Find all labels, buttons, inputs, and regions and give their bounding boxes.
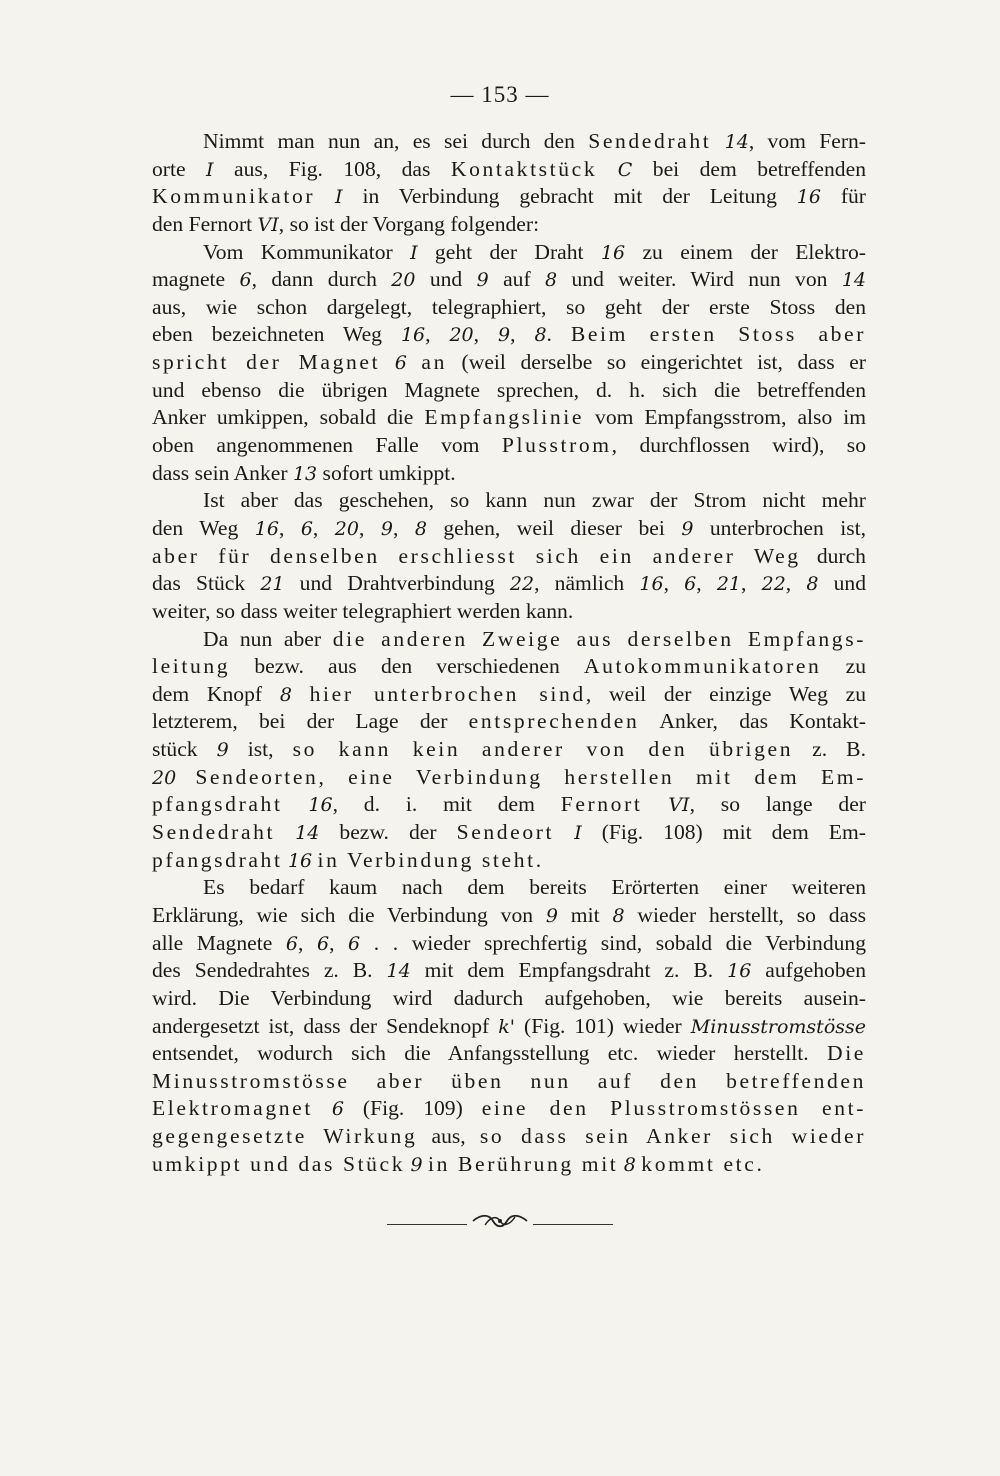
italic-reference: I bbox=[335, 186, 343, 209]
spaced-emphasis: so kann kein anderer von den übrigen bbox=[292, 737, 794, 762]
text-run: , bbox=[473, 322, 498, 347]
text-run: , bbox=[425, 322, 450, 347]
ornament-rule-left bbox=[387, 1224, 467, 1225]
spaced-emphasis: aber für denselben erschliesst sich ein anderer Weg bbox=[152, 543, 801, 568]
italic-reference: 6 bbox=[684, 573, 697, 596]
end-ornament bbox=[0, 1212, 1000, 1236]
text-run: des Sendedrahtes z. B. bbox=[152, 958, 387, 983]
spaced-emphasis: Die bbox=[827, 1041, 866, 1066]
italic-reference: 16 bbox=[254, 517, 279, 540]
text-run: und ebenso die übrigen Magnete sprechen, d. h. sich die betreffenden bbox=[152, 377, 866, 402]
italic-reference: 9 bbox=[410, 1153, 423, 1176]
text-line bbox=[152, 183, 866, 211]
text-run: dass sein Anker bbox=[152, 460, 293, 485]
spaced-emphasis: pfangsdraht bbox=[152, 792, 283, 817]
text-line bbox=[152, 239, 866, 267]
text-run: für bbox=[820, 184, 866, 209]
text-run: , bbox=[696, 571, 717, 596]
text-run bbox=[283, 792, 309, 816]
italic-reference: 16 bbox=[600, 241, 626, 264]
text-line bbox=[152, 681, 866, 709]
italic-reference: 13 bbox=[292, 462, 318, 485]
italic-reference: 16 bbox=[639, 573, 664, 596]
italic-reference: 20 bbox=[449, 324, 474, 347]
body-text bbox=[152, 128, 866, 1178]
text-run: , dann durch bbox=[251, 267, 392, 292]
text-run bbox=[642, 792, 668, 816]
italic-reference: 16 bbox=[287, 849, 313, 872]
spaced-emphasis: in Berührung mit bbox=[428, 1151, 619, 1176]
italic-reference: 20 bbox=[152, 766, 177, 789]
text-line bbox=[152, 543, 866, 571]
italic-reference: 8 bbox=[279, 683, 292, 706]
spaced-emphasis: Sendeort bbox=[456, 820, 555, 845]
text-run: dem Knopf bbox=[152, 681, 280, 706]
text-line bbox=[152, 460, 866, 488]
text-run: , bbox=[312, 515, 335, 540]
spaced-emphasis: Beim ersten Stoss aber bbox=[570, 322, 866, 347]
spaced-emphasis: Sendeorten, eine Verbindung herstellen mit dem Em- bbox=[195, 764, 866, 789]
text-line bbox=[152, 487, 866, 515]
text-run: , weil der einzige Weg zu bbox=[585, 681, 866, 706]
page-number: — 153 — bbox=[450, 82, 550, 107]
text-run bbox=[711, 129, 724, 153]
text-run: bei dem betreffenden bbox=[632, 156, 866, 181]
text-line bbox=[152, 1123, 866, 1151]
text-run: oben angenommenen Falle vom bbox=[152, 433, 502, 458]
text-run: (Fig. 101) wieder bbox=[515, 1013, 691, 1038]
spaced-emphasis: hier unterbrochen sind bbox=[309, 681, 586, 706]
text-line bbox=[152, 1095, 866, 1123]
text-line bbox=[152, 377, 866, 405]
text-run: durch bbox=[800, 543, 866, 568]
italic-reference: C bbox=[617, 158, 633, 181]
italic-reference: 6 bbox=[331, 1098, 344, 1121]
text-run bbox=[380, 350, 395, 374]
italic-reference: 21 bbox=[716, 573, 742, 596]
text-run: aus, bbox=[417, 1124, 480, 1149]
italic-reference: 14 bbox=[386, 960, 411, 983]
text-run: entsendet, wodurch sich die Anfangsstellung etc. wieder herstellt. bbox=[152, 1041, 828, 1066]
spaced-emphasis: pfangsdraht bbox=[152, 847, 283, 872]
text-run: Ist aber das geschehen, so kann nun zwar der Strom nicht mehr bbox=[203, 488, 866, 513]
text-line bbox=[152, 294, 866, 322]
text-run: sofort umkippt. bbox=[317, 460, 456, 485]
text-run: in Verbindung gebracht mit der Leitung bbox=[342, 184, 797, 209]
text-line bbox=[152, 764, 866, 792]
text-run: , vom Fern- bbox=[748, 129, 866, 153]
spaced-emphasis: Kommunikator bbox=[152, 184, 316, 209]
text-run: den Fernort bbox=[152, 211, 258, 236]
text-run: , d. i. mit dem bbox=[332, 792, 561, 817]
italic-reference: 8 bbox=[545, 269, 558, 292]
italic-reference: 14 bbox=[841, 269, 866, 292]
text-run: Anker umkippen, sobald die bbox=[152, 405, 425, 430]
ornament-rule-right bbox=[533, 1224, 613, 1225]
text-run: und bbox=[415, 267, 477, 292]
text-run: wird. Die Verbindung wird dadurch aufgehoben, wie bereits ausein- bbox=[152, 985, 866, 1010]
text-run: wieder herstellt, so dass bbox=[624, 902, 866, 927]
spaced-emphasis: Minusstromstösse aber üben nun auf den betreffenden bbox=[152, 1068, 866, 1093]
text-line bbox=[152, 819, 866, 847]
text-run: z. B. bbox=[793, 737, 866, 762]
text-line bbox=[152, 708, 866, 736]
text-run: , nämlich bbox=[534, 571, 640, 596]
italic-reference: 8 bbox=[612, 904, 625, 927]
text-run: und bbox=[818, 571, 866, 596]
italic-reference: 9 bbox=[681, 517, 694, 540]
spaced-emphasis: Empfangslinie bbox=[424, 405, 585, 430]
text-line bbox=[152, 653, 866, 681]
italic-reference: 16 bbox=[308, 794, 333, 817]
text-run: das Stück bbox=[152, 571, 261, 596]
italic-reference: I bbox=[206, 158, 214, 181]
text-run: und weiter. Wird nun von bbox=[557, 267, 842, 292]
text-line bbox=[152, 128, 866, 156]
italic-reference: 6 bbox=[348, 932, 361, 955]
italic-reference: 9 bbox=[498, 324, 511, 347]
text-run: vom Empfangsstrom, also im bbox=[584, 405, 866, 430]
text-run: geht der Draht bbox=[417, 239, 601, 264]
text-run: magnete bbox=[152, 267, 240, 292]
italic-reference: 9 bbox=[545, 904, 558, 927]
italic-reference: 22 bbox=[761, 573, 786, 596]
text-run: Es bedarf kaum nach dem bereits Erörterten einer weiteren bbox=[203, 875, 866, 900]
italic-reference: 8 bbox=[623, 1153, 636, 1176]
text-line bbox=[152, 847, 866, 875]
text-run: auf bbox=[488, 267, 546, 292]
spaced-emphasis: leitung bbox=[152, 654, 231, 679]
text-run: mit bbox=[557, 902, 613, 927]
spaced-emphasis: kommt etc. bbox=[641, 1151, 765, 1176]
italic-reference: 14 bbox=[295, 822, 320, 845]
italic-reference: 16 bbox=[400, 324, 426, 347]
italic-reference: 8 bbox=[534, 324, 547, 347]
text-line bbox=[152, 404, 866, 432]
spaced-emphasis: Kontaktstück bbox=[450, 156, 598, 181]
italic-reference: 6 bbox=[316, 932, 330, 955]
text-line bbox=[152, 1013, 866, 1041]
spaced-emphasis: Fernort bbox=[560, 792, 643, 817]
text-run: aufgehoben bbox=[751, 958, 866, 983]
italic-reference: 9 bbox=[476, 269, 489, 292]
italic-reference: I bbox=[574, 822, 582, 845]
text-run bbox=[315, 184, 335, 208]
italic-reference: 20 bbox=[391, 269, 416, 292]
text-run: zu einem der Elektro- bbox=[625, 239, 866, 264]
text-run: . bbox=[546, 322, 571, 347]
text-run: stück bbox=[152, 737, 217, 762]
text-run: letzterem, bei der Lage der bbox=[152, 709, 469, 734]
text-run: , bbox=[297, 930, 317, 955]
italic-reference: 20 bbox=[334, 517, 359, 540]
spaced-emphasis: Plusstrom bbox=[501, 433, 612, 458]
spaced-emphasis: an bbox=[421, 350, 447, 375]
italic-reference: k' bbox=[498, 1015, 515, 1038]
italic-reference: 9 bbox=[216, 739, 229, 762]
text-run: Vom Kommunikator bbox=[203, 239, 411, 264]
text-run: bezw. der bbox=[319, 820, 457, 845]
text-run: orte bbox=[152, 156, 207, 181]
text-line bbox=[152, 736, 866, 764]
text-run bbox=[597, 157, 617, 181]
text-run bbox=[176, 765, 195, 789]
text-run: , durchflossen wird), so bbox=[611, 433, 866, 458]
text-run: zu bbox=[821, 654, 866, 679]
spaced-emphasis: in Verbindung steht bbox=[317, 847, 536, 872]
spaced-emphasis: spricht der Magnet bbox=[152, 350, 381, 375]
italic-reference: 16 bbox=[796, 186, 821, 209]
spaced-emphasis: Sendedraht bbox=[588, 129, 712, 153]
text-line bbox=[152, 211, 866, 239]
text-line bbox=[152, 626, 866, 654]
italic-reference: 9 bbox=[380, 517, 393, 540]
text-run: (Fig. 109) bbox=[343, 1096, 482, 1121]
text-run: andergesetzt ist, dass der Sendeknopf bbox=[152, 1013, 499, 1038]
italic-reference: 6 bbox=[394, 352, 407, 375]
spaced-emphasis: gegengesetzte Wirkung bbox=[152, 1124, 418, 1149]
text-run: aus, Fig. 108, das bbox=[213, 156, 451, 181]
italic-reference: 21 bbox=[260, 573, 285, 596]
text-run: bezw. aus den verschiedenen bbox=[230, 654, 584, 679]
text-run: (weil derselbe so eingerichtet ist, dass er bbox=[446, 350, 866, 375]
text-run bbox=[275, 820, 295, 844]
text-run: , so ist der Vorgang folgender: bbox=[278, 211, 540, 236]
text-run bbox=[407, 350, 422, 374]
italic-reference: VI bbox=[257, 213, 279, 236]
spaced-emphasis: eine den Plusstromstössen ent- bbox=[481, 1096, 866, 1121]
text-line bbox=[152, 321, 866, 349]
text-line bbox=[152, 1068, 866, 1096]
text-run: , bbox=[663, 571, 685, 596]
text-run: Erklärung, wie sich die Verbindung von bbox=[152, 902, 546, 927]
italic-reference: VI bbox=[668, 794, 690, 817]
text-line bbox=[152, 432, 866, 460]
italic-reference: 22 bbox=[509, 573, 535, 596]
italic-reference: I bbox=[410, 241, 418, 264]
italic-reference: 6 bbox=[285, 932, 298, 955]
text-run: , bbox=[358, 515, 381, 540]
text-run: , bbox=[785, 571, 807, 596]
text-run: . . wieder sprechfertig sind, sobald die Verbindung bbox=[360, 930, 866, 955]
text-line bbox=[152, 902, 866, 930]
spaced-emphasis: Sendedraht bbox=[152, 820, 276, 845]
spaced-emphasis: so dass sein Anker sich wieder bbox=[479, 1124, 866, 1149]
text-run bbox=[313, 1096, 332, 1120]
text-run: , so lange der bbox=[689, 792, 866, 817]
text-run: , bbox=[278, 515, 301, 540]
italic-reference: 6 bbox=[300, 517, 313, 540]
text-run: und Drahtverbindung bbox=[284, 571, 510, 596]
text-run: unterbrochen ist, bbox=[693, 515, 866, 540]
text-run: weiter, so dass weiter telegraphiert werden kann. bbox=[152, 598, 574, 623]
text-line bbox=[152, 515, 866, 543]
spaced-emphasis: Autokommunikatoren bbox=[583, 654, 822, 679]
text-run: , bbox=[329, 930, 349, 955]
text-line bbox=[152, 985, 866, 1013]
text-line bbox=[152, 349, 866, 377]
text-line bbox=[152, 156, 866, 184]
text-run: aus, wie schon dargelegt, telegraphiert, so geht der erste Stoss den bbox=[152, 294, 866, 319]
spaced-emphasis: Elektromagnet bbox=[152, 1096, 313, 1121]
text-run: . bbox=[535, 847, 542, 872]
spaced-emphasis: entsprechenden bbox=[468, 709, 640, 734]
text-run bbox=[292, 682, 310, 706]
text-run: mit dem Empfangsdraht z. B. bbox=[410, 958, 728, 983]
italic-reference: Minusstromstösse bbox=[690, 1015, 866, 1038]
text-run: eben bezeichneten Weg bbox=[152, 322, 401, 347]
spaced-emphasis: umkippt und das Stück bbox=[152, 1151, 406, 1176]
text-line bbox=[152, 930, 866, 958]
italic-reference: 6 bbox=[239, 269, 252, 292]
text-run: (Fig. 108) mit dem Em- bbox=[581, 820, 866, 845]
text-run: ist, bbox=[228, 737, 293, 762]
text-run: , bbox=[510, 322, 535, 347]
text-run: den Weg bbox=[152, 515, 255, 540]
italic-reference: 14 bbox=[724, 131, 749, 153]
text-line bbox=[152, 1151, 866, 1179]
text-line bbox=[152, 874, 866, 902]
text-line bbox=[152, 570, 866, 598]
italic-reference: 8 bbox=[414, 517, 427, 540]
text-line bbox=[152, 1040, 866, 1068]
text-line bbox=[152, 957, 866, 985]
text-run: , bbox=[392, 515, 415, 540]
spaced-emphasis: die anderen Zweige aus derselben Empfangs- bbox=[332, 626, 866, 651]
ornament-flourish-icon bbox=[467, 1212, 533, 1236]
text-run bbox=[554, 820, 574, 844]
text-line bbox=[152, 598, 866, 626]
text-line bbox=[152, 791, 866, 819]
italic-reference: 8 bbox=[806, 573, 819, 596]
text-run: , bbox=[741, 571, 762, 596]
text-run: Da nun aber bbox=[203, 626, 333, 651]
text-run: Nimmt man nun an, es sei durch den bbox=[203, 129, 589, 153]
text-line bbox=[152, 266, 866, 294]
italic-reference: 16 bbox=[727, 960, 752, 983]
text-run: Anker, das Kontakt- bbox=[639, 709, 866, 734]
text-run: gehen, weil dieser bei bbox=[426, 515, 682, 540]
text-run: alle Magnete bbox=[152, 930, 286, 955]
